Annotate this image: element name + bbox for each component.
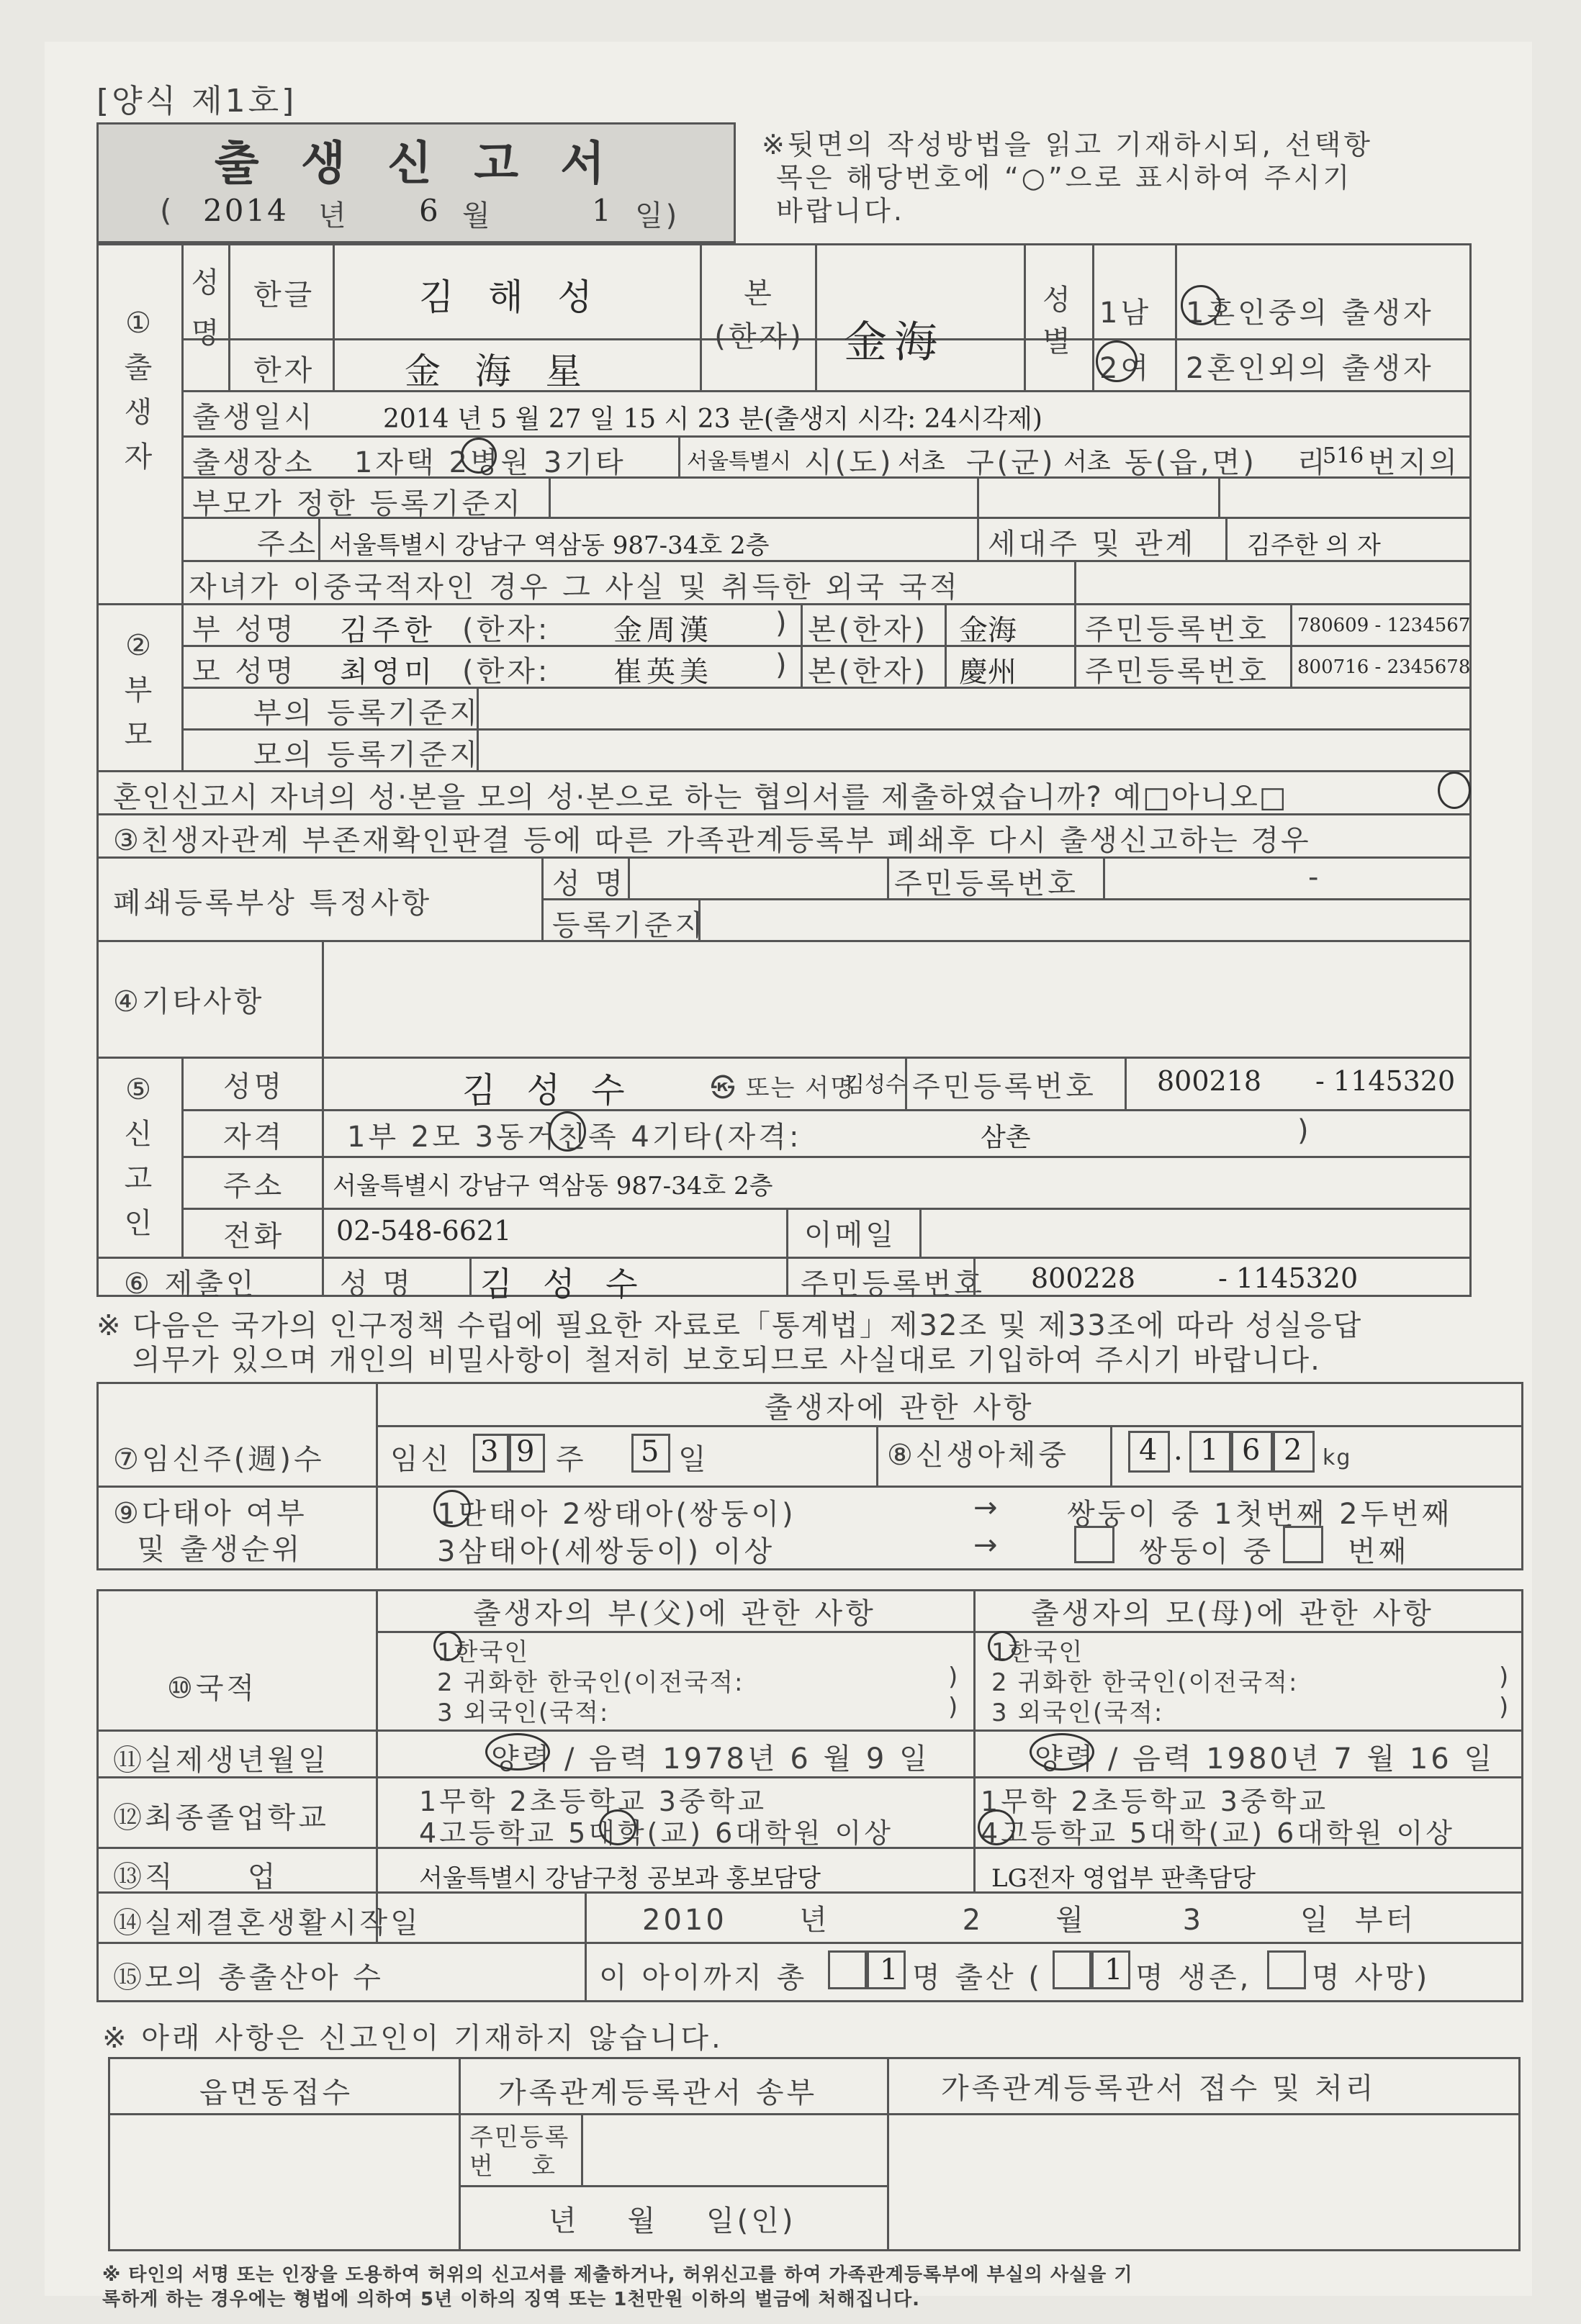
birth-ri-label: 리 (1297, 446, 1328, 479)
deceased-label: 명 사망) (1312, 1961, 1431, 1994)
birth-report-form (45, 42, 1532, 2310)
pregnancy-week-unit: 주 (556, 1443, 587, 1476)
bon-value: 金海 (844, 317, 945, 368)
nationality-label: ⑩국적 (167, 1672, 258, 1705)
marriage-start-label: ⑭실제결혼생활시작일 (113, 1907, 421, 1940)
mother-stats-header: 출생자의 모(母)에 관한 사항 (1031, 1597, 1434, 1630)
in-marriage-option[interactable]: 1혼인중의 출생자 (1186, 297, 1434, 330)
multiple-birth-label: ⑨다태아 여부 및 출생순위 (113, 1497, 307, 1566)
education-label: ⑫최종졸업학교 (113, 1801, 329, 1835)
office-note: ※ 아래 사항은 신고인이 기재하지 않습니다. (102, 2022, 724, 2055)
mother-highschool-selected-circle (978, 1809, 1015, 1845)
birth-city: 서울특별시 (687, 449, 791, 474)
father-education-2[interactable]: 4고등학교 5대학(교) 6대학원 이상 (419, 1817, 893, 1849)
office-col2: 가족관계등록관서 송부 (498, 2076, 818, 2110)
weight-digit-3: 6 (1242, 1434, 1261, 1467)
mother-hanja-close: ) (775, 648, 790, 682)
reporter-email-label: 이메일 (804, 1218, 896, 1252)
cohabiting-selected-circle (549, 1111, 586, 1152)
father-registry-label: 부의 등록기준지 (253, 697, 481, 730)
surviving-count: 1 (1104, 1953, 1123, 1986)
mother-occupation: LG전자 영업부 판촉담당 (991, 1864, 1256, 1893)
mother-hanja-label: (한자: (462, 655, 551, 688)
registry-label: 부모가 정한 등록기준지 (192, 487, 523, 520)
reporter-phone-label: 전화 (223, 1220, 285, 1253)
address-label: 주소 (257, 528, 319, 561)
triplet-order-box-2[interactable] (1283, 1526, 1323, 1563)
form-number: [양식 제1호] (96, 83, 297, 119)
weight-digit-1: 4 (1139, 1434, 1158, 1467)
pregnancy-day-digit: 5 (641, 1435, 659, 1468)
reporter-qualification-label: 자격 (223, 1121, 285, 1154)
birth-si-label: 시(도) (804, 446, 894, 479)
multiple-birth-options-1[interactable]: 1단태아 2쌍태아(쌍둥이) (437, 1498, 796, 1531)
office-rrn-label: 주민등록 번 호 (469, 2123, 570, 2181)
closed-rrn-label: 주민등록번호 (894, 867, 1078, 900)
total-births-count: 1 (880, 1953, 898, 1986)
mother-education-2[interactable]: 4고등학교 5대학(교) 6대학원 이상 (981, 1817, 1455, 1849)
date-year-unit: 년 (318, 199, 349, 232)
mother-nationality-3[interactable]: 3 외국인(국적: (991, 1699, 1164, 1727)
closed-registry-base-label: 등록기준지 (552, 909, 706, 942)
date-day-unit: 일) (635, 199, 680, 232)
reporter-phone: 02-548-6621 (336, 1215, 512, 1247)
pregnancy-week-digit-2: 9 (516, 1435, 535, 1468)
pregnancy-week-digit-1: 3 (480, 1435, 499, 1468)
reporter-rrn: 800218 (1157, 1065, 1262, 1097)
reporter-seal-label: ㉿ 또는 서명 (711, 1074, 855, 1103)
reporter-address: 서울특별시 강남구 역삼동 987-34호 2층 (333, 1172, 773, 1201)
weight-digit-2: 1 (1200, 1434, 1219, 1467)
birth-gu-value: 서초 (898, 448, 945, 476)
mother-rrn: 800716 - 2345678 (1297, 656, 1471, 678)
reporter-qualification-close: ) (1297, 1114, 1312, 1147)
reporter-name-label: 성명 (223, 1070, 285, 1103)
instructions: ※뒷면의 작성방법을 읽고 기재하시되, 선택항 목은 해당번호에 “○”으로 표시하여 주시기 바랍니다. (762, 129, 1373, 227)
arrow-2: → (973, 1529, 1001, 1562)
reporter-signature: 김성수 (844, 1072, 906, 1098)
reporter-rrn-label: 주민등록번호 (912, 1070, 1096, 1103)
weight-dot: . (1174, 1434, 1183, 1467)
office-date-seal: 년 월 일(인) (549, 2205, 796, 2238)
father-hanja-label: (한자: (462, 613, 551, 646)
submitter-label: ⑥ 제출인 (124, 1267, 257, 1301)
mother-rrn-label: 주민등록번호 (1085, 655, 1269, 688)
father-hanja: 金周漢 (613, 614, 713, 647)
reporter-address-label: 주소 (223, 1170, 285, 1203)
father-nationality-2-close: ) (948, 1663, 960, 1691)
father-occupation: 서울특별시 강남구청 공보과 홍보담당 (419, 1864, 821, 1893)
section1-label: ① 출 생 자 (124, 307, 153, 474)
mother-nationality-3-close: ) (1499, 1693, 1510, 1722)
date-day: 1 (592, 193, 613, 228)
birth-dong-label: 동(읍,면) (1125, 446, 1257, 479)
occupation-label: ⑬직 업 (113, 1860, 279, 1894)
mother-registry-label: 모의 등록기준지 (253, 738, 481, 772)
child-stats-header: 출생자에 관한 사항 (765, 1391, 1035, 1424)
marriage-start-value: 2010 년 2 월 3 일 부터 (642, 1904, 1417, 1937)
date-year: 2014 (203, 193, 289, 228)
birth-bunji-value: 516 (1323, 443, 1364, 469)
father-name: 김주한 (340, 614, 436, 647)
section3-title: ③친생자관계 부존재확인판결 등에 따른 가족관계등록부 폐쇄후 다시 출생신고하는 경우 (113, 824, 1311, 857)
reporter-qualification-value: 삼촌 (981, 1123, 1031, 1152)
mother-name: 최영미 (340, 656, 436, 689)
date-open: ( (160, 193, 175, 228)
hangul-label: 한글 (253, 279, 315, 312)
name-label: 성 명 (191, 266, 222, 350)
section2-label: ② 부 모 (124, 629, 153, 751)
mother-bon: 慶州 (959, 656, 1017, 689)
mother-bon-label: 본(한자) (808, 655, 929, 688)
father-solar-selected-circle (485, 1733, 550, 1771)
submitter-name: 김 성 수 (480, 1265, 648, 1303)
hanja-name: 金 海 星 (405, 351, 593, 392)
twin-order-options[interactable]: 쌍둥이 중 1첫번째 2두번째 (1067, 1498, 1453, 1531)
submitter-rrn: 800228 (1031, 1262, 1136, 1294)
arrow-1: → (973, 1491, 1001, 1524)
statistics-notice: ※ 다음은 국가의 인구정책 수립에 필요한 자료로「통계법」제32조 및 제33조에 따라 성실응답 의무가 있으며 개인의 비밀사항이 철저히 보호되므로 사실대로 기입하여 주시기 바랍니다. (96, 1309, 1363, 1377)
father-nationality-1[interactable]: 1한국인 (437, 1638, 530, 1667)
date-month-unit: 월 (462, 199, 493, 232)
weight-digit-4: 2 (1284, 1434, 1302, 1467)
submitter-name-label: 성 명 (340, 1267, 413, 1301)
single-birth-selected-circle (433, 1490, 471, 1527)
mother-solar-selected-circle (1030, 1733, 1094, 1771)
reporter-name: 김 성 수 (462, 1070, 635, 1111)
mother-hanja: 崔英美 (613, 656, 713, 689)
out-marriage-option[interactable]: 2혼인외의 출생자 (1186, 352, 1434, 385)
birth-datetime-value: 2014 년 5 월 27 일 15 시 23 분(출생지 시각: 24시각제) (383, 404, 1042, 434)
surviving-label: 명 생존, (1135, 1961, 1252, 1994)
pregnancy-prefix: 임신 (390, 1443, 452, 1476)
pregnancy-weeks-label: ⑦임신주(週)수 (113, 1443, 325, 1476)
reporter-qualification-options[interactable]: 1부 2모 3동거친족 4기타(자격: (347, 1121, 802, 1154)
surname-agreement[interactable]: 혼인신고시 자녀의 성·본을 모의 성·본으로 하는 협의서를 제출하였습니까? 예□아니오□ (113, 781, 1288, 814)
total-births-label: ⑮모의 총출산아 수 (113, 1961, 384, 1994)
father-stats-header: 출생자의 부(父)에 관한 사항 (473, 1597, 876, 1630)
no-selected-circle (1438, 772, 1471, 809)
birth-datetime-label: 출생일시 (192, 401, 315, 434)
mother-nationality-1[interactable]: 1한국인 (991, 1638, 1084, 1667)
in-marriage-selected-circle (1181, 285, 1221, 325)
father-hanja-close: ) (775, 607, 790, 640)
address-value: 서울특별시 강남구 역삼동 987-34호 2층 (329, 531, 770, 560)
mother-korean-selected-circle (988, 1631, 1017, 1661)
office-col1: 읍면동접수 (199, 2076, 353, 2110)
mother-education-1[interactable]: 1무학 2초등학교 3중학교 (981, 1786, 1329, 1817)
birth-weight-label: ⑧신생아체중 (887, 1439, 1070, 1472)
father-university-selected-circle (599, 1809, 636, 1845)
office-col3: 가족관계등록관서 접수 및 처리 (941, 2072, 1377, 2105)
sex-label: 성 별 (1042, 284, 1073, 358)
multiple-birth-options-3[interactable]: 3삼태아(세쌍둥이) 이상 (437, 1535, 775, 1568)
mother-name-label: 모 성명 (192, 655, 297, 688)
submitter-rrn-label: 주민등록번호 (801, 1267, 985, 1301)
sex-female[interactable]: 2여 (1099, 352, 1152, 385)
father-bon: 金海 (959, 614, 1017, 647)
actual-dob-label: ⑪실제생년월일 (113, 1744, 329, 1777)
form-title: 출 생 신 고 서 (214, 137, 618, 191)
birth-dong-value: 서초 (1063, 448, 1111, 476)
female-selected-circle (1096, 340, 1138, 382)
bon-label: 본 (한자) (714, 277, 804, 353)
total-births-prefix: 이 아이까지 총 (599, 1961, 808, 1994)
birth-gu-label: 구(군) (966, 446, 1056, 479)
hanja-label: 한자 (253, 354, 315, 387)
penalty-notice: ※ 타인의 서명 또는 인장을 도용하여 허위의 신고서를 제출하거나, 허위신고를 하여 가족관계등록부에 부실의 사실을 기 록하게 하는 경우에는 형법에 의하여 5년 이하의 징역 또는 1천만원 이하의 벌금에 처해집니다. (102, 2264, 1133, 2310)
other-matters-label: ④기타사항 (113, 985, 265, 1018)
total-births-mid: 명 출산 ( (912, 1961, 1042, 1994)
mother-nationality-2-close: ) (1499, 1663, 1510, 1691)
hangul-name: 김 해 성 (419, 276, 604, 318)
father-rrn: 780609 - 1234567 (1297, 615, 1471, 636)
father-nationality-2[interactable]: 2 귀화한 한국인(이전국적: (437, 1668, 744, 1697)
closed-registry-label: 폐쇄등록부상 특정사항 (113, 887, 433, 920)
mother-dob[interactable]: 양력 / 음력 1980년 7 월 16 일 (1035, 1742, 1495, 1776)
date-month: 6 (419, 193, 441, 228)
father-dob[interactable]: 양력 / 음력 1978년 6 월 9 일 (491, 1742, 930, 1776)
father-bon-label: 본(한자) (808, 613, 929, 646)
father-korean-selected-circle (433, 1631, 462, 1661)
father-nationality-3-close: ) (948, 1693, 960, 1722)
father-education-1[interactable]: 1무학 2초등학교 3중학교 (419, 1786, 767, 1817)
birth-bunji-label: 번지의 (1368, 446, 1460, 479)
submitter-rrn-2: - 1145320 (1218, 1262, 1359, 1294)
household-value: 김주한 의 자 (1247, 531, 1381, 560)
father-nationality-3[interactable]: 3 외국인(국적: (437, 1699, 610, 1727)
household-label: 세대주 및 관계 (988, 528, 1197, 561)
father-rrn-label: 주민등록번호 (1085, 613, 1269, 646)
section5-label: ⑤ 신 고 인 (124, 1073, 153, 1240)
pregnancy-day-unit: 일 (678, 1443, 709, 1476)
dual-nationality-label: 자녀가 이중국적자인 경우 그 사실 및 취득한 외국 국적 (189, 571, 960, 604)
hospital-selected-circle (461, 438, 497, 474)
closed-rrn-dash: - (1308, 861, 1322, 894)
sex-male[interactable]: 1남 (1099, 297, 1152, 330)
triplet-order-box-1[interactable] (1074, 1526, 1114, 1563)
triplet-order-label: 쌍둥이 중 (1139, 1535, 1274, 1568)
triplet-order-unit: 번째 (1348, 1535, 1410, 1568)
reporter-rrn-2: - 1145320 (1315, 1065, 1456, 1097)
closed-name-label: 성 명 (552, 867, 626, 900)
father-name-label: 부 성명 (192, 613, 297, 646)
weight-unit: kg (1323, 1445, 1352, 1470)
birth-place-label: 출생장소 (192, 446, 315, 479)
mother-nationality-2[interactable]: 2 귀화한 한국인(이전국적: (991, 1668, 1299, 1697)
birth-place-options[interactable]: 1자택 2병원 3기타 (354, 446, 626, 479)
